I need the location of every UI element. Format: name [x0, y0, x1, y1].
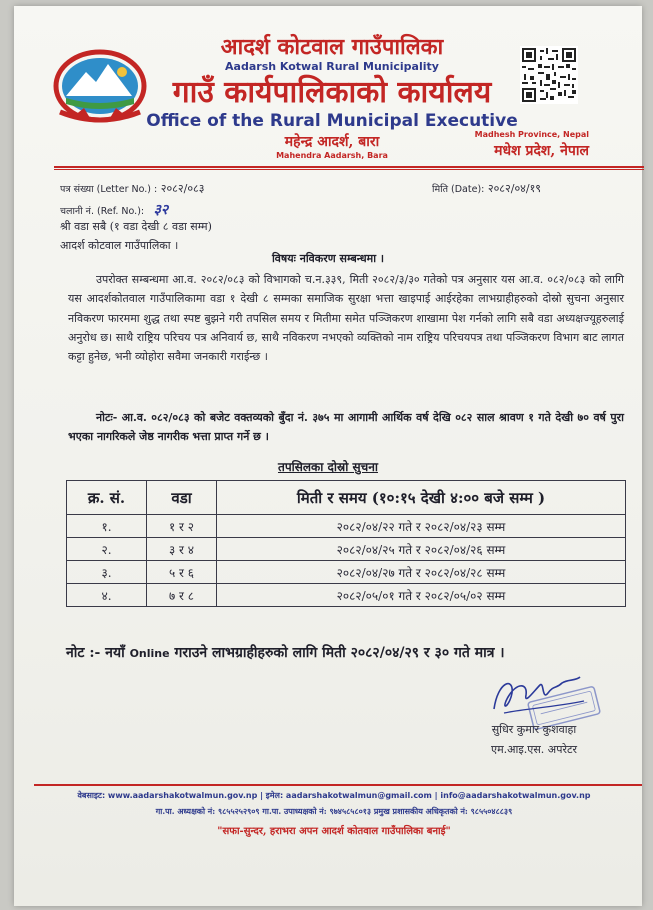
body-paragraph: [68, 270, 624, 366]
letter-number-row: [60, 181, 204, 196]
letter-number-value: २०८२/०८३: [160, 182, 205, 195]
cell-date: २०८२/०४/२७ गते र २०८२/०४/२८ सम्म: [217, 561, 626, 584]
ref-number-label: चलानी नं. (Ref. No.):: [60, 206, 145, 217]
date-label: मिति (Date):: [432, 184, 485, 195]
cell-serial: १.: [67, 515, 147, 538]
cell-ward: ५ र ६: [147, 561, 217, 584]
place-en: Mahendra Aadarsh, Bara: [276, 151, 388, 160]
body-paragraph-text: उपरोक्त सम्बन्धमा आ.व. २०८२/०८३ को विभागको च.न.३३९, मिती २०८२/३/३० गतेको पत्र अनुसार यस आ.व. ०८२/०८३ को लागि यस आदर्शकोतवाल गाउँपालिकामा वडा १ देखी ८ सम्मका समाजिक सुरक्षा भत्ता खाइपाई आईरहेका लाभग्राहीहरुको दोस्रो सुचना अनुसार नविकरण फारममा शुद्ध तथा स्पष्ट बुझने गरी तपसिल समय र मितीमा समेत पञ्जिकरण शाखामा पेश गर्नको लागि सबै वडा अध्यक्षज्यूहरुलाई अनुरोध छ। साथै राष्ट्रिय परिचय पत्र अनिवार्य छ, साथै नविकरण नभएको व्यक्तिको नाम राष्ट्रिय परिचयपत्र तथा पञ्जिकरण विभाग बाट लागत कट्टा हुनेछ, भनी व्योहोरा सवैमा जनकारी गराईन्छ ।: [68, 273, 624, 364]
cell-serial: ४.: [67, 584, 147, 607]
table-row: [67, 538, 626, 561]
letter-page: [14, 6, 642, 906]
recipient-line-1: श्री वडा सबै (१ वडा देखी ८ वडा सम्म): [60, 220, 212, 233]
schedule-title: तपसिलका दोस्रो सुचना: [277, 460, 378, 474]
ref-number-row: [60, 200, 168, 219]
place-np: महेन्द्र आदर्श, बारा: [284, 134, 380, 150]
municipality-name-en: Aadarsh Kotwal Rural Municipality: [225, 60, 439, 73]
budget-note: नोटः- आ.व. ०८२/०८३ को बजेट वक्तव्यको बुँदा नं. ३७५ मा आगामी आर्थिक वर्ष देखि ०८२ साल श्रावण १ गते देखी ७० वर्ष पुरा भएका नागरिकले जेष्ठ नागरीक भत्ता प्राप्त गर्ने छ ।: [68, 411, 624, 444]
cell-ward: १ र २: [147, 515, 217, 538]
column-header-serial: क्र. सं.: [67, 481, 147, 515]
cell-date: २०८२/०४/२५ गते र २०८२/०४/२६ सम्म: [217, 538, 626, 561]
signatory-title: एम.आइ.एस. अपरेटर: [490, 743, 577, 756]
table-row: [67, 561, 626, 584]
cell-serial: ३.: [67, 561, 147, 584]
footer-contact-line: वेबसाइट: www.aadarshakotwalmun.gov.np | इमेल: aadarshakotwalmun@gmail.com | info@aadarshakotwalmun.gov.np: [77, 791, 591, 800]
table-row: [67, 515, 626, 538]
qr-code-icon: [520, 46, 578, 104]
column-header-date-time: मिती र समय (१०:१५ देखी ४:०० बजे सम्म ): [217, 481, 626, 515]
cell-ward: ७ र ८: [147, 584, 217, 607]
header-divider: [54, 166, 644, 168]
province-np: मधेश प्रदेश, नेपाल: [494, 143, 589, 159]
header-divider-thin: [54, 169, 644, 170]
signatory-name: सुधिर कुमार कुशवाहा: [491, 723, 577, 736]
recipient-line-2: आदर्श कोटवाल गाउँपालिका ।: [60, 239, 179, 252]
office-name-en: Office of the Rural Municipal Executive: [146, 111, 518, 131]
cell-date: २०८२/०५/०१ गते र २०८२/०५/०२ सम्म: [217, 584, 626, 607]
column-header-ward: वडा: [147, 481, 217, 515]
footer-phone-line: गा.पा. अध्यक्षको नं: ९८५५२५२९०९ गा.पा. उपाध्यक्षको नं: ९७४५८५८०१३ प्रमुख प्रशासकीय अधिकृतको नं: ९८५५०४८८३९: [155, 806, 513, 816]
date-row: [432, 181, 541, 196]
footer-slogan: "सफा-सुन्दर, हराभरा अपन आदर्श कोतवाल गाउँपालिका बनाई": [217, 826, 451, 837]
cell-serial: २.: [67, 538, 147, 561]
online-registration-note: [66, 640, 626, 667]
note-online-word: Online: [129, 647, 170, 660]
table-row: [67, 584, 626, 607]
footer-divider: [34, 784, 642, 786]
ref-number-value: ३२: [153, 202, 169, 218]
subject-line: विषयः नविकरण सम्बन्धमा ।: [271, 252, 385, 265]
office-name-np: गाउँ कार्यपालिकाको कार्यालय: [172, 75, 492, 110]
table-header-row: [67, 481, 626, 515]
province-en: Madhesh Province, Nepal: [474, 130, 589, 139]
schedule-table: [66, 480, 626, 607]
cell-ward: ३ र ४: [147, 538, 217, 561]
note-suffix: गराउने लाभग्राहीहरुको लागि मिती २०८२/०४/२९ र ३० गते मात्र ।: [174, 645, 505, 661]
municipality-name-np: आदर्श कोटवाल गाउँपालिका: [220, 34, 444, 60]
cell-date: २०८२/०४/२२ गते र २०८२/०४/२३ सम्म: [217, 515, 626, 538]
letter-number-label: पत्र संख्या (Letter No.) :: [60, 184, 158, 195]
note-prefix: नोट :- नयाँ: [66, 645, 125, 661]
date-value: २०८२/०४/१९: [487, 182, 542, 195]
